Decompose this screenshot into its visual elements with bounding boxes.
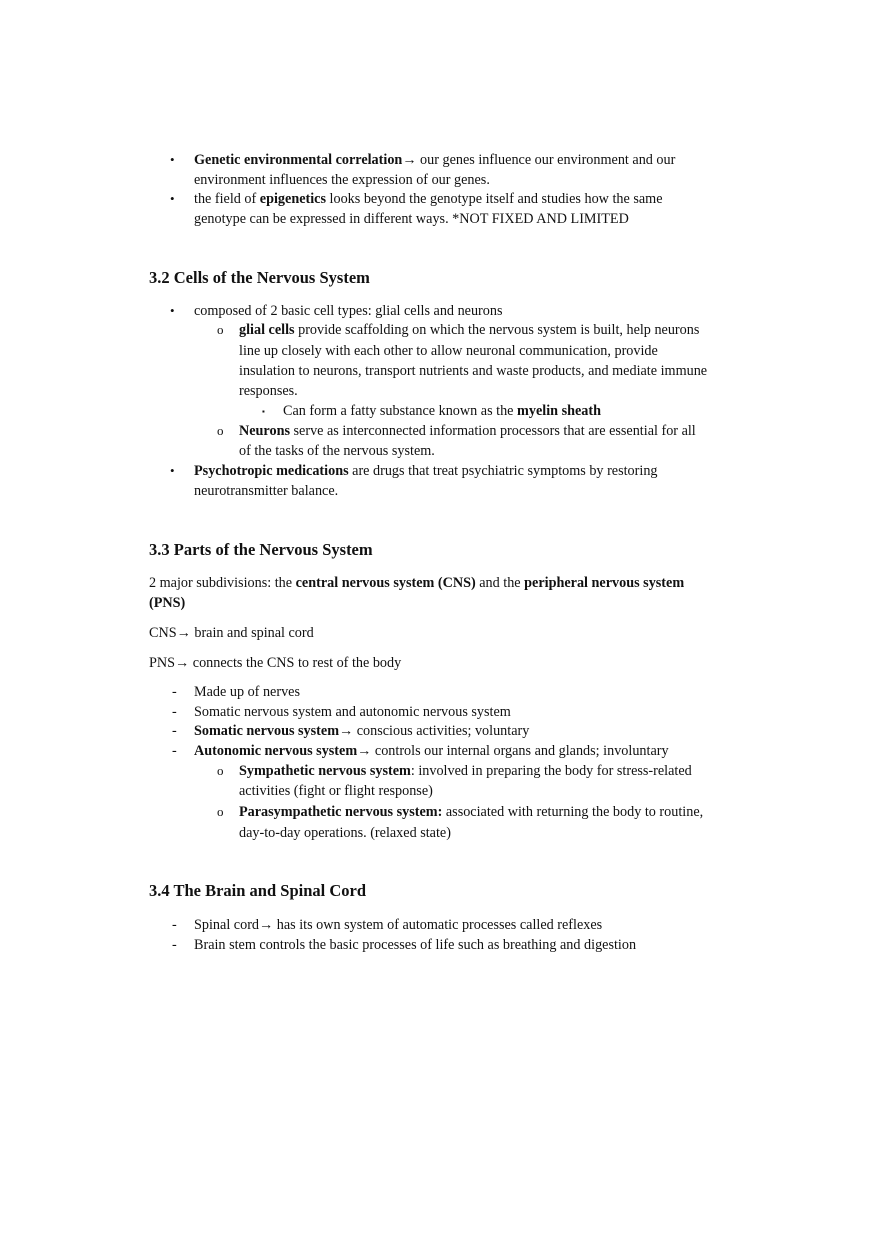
list-item: Made up of nerves (194, 684, 300, 700)
dash-marker: - (172, 704, 177, 720)
item-text: provide scaffolding on which the nervous system is built, help neurons (294, 322, 700, 338)
term-neurons: Neurons (239, 423, 290, 439)
dash-marker: - (172, 723, 177, 739)
arrow-icon: → (176, 625, 191, 641)
term-pns-abbrev: (PNS) (149, 595, 186, 611)
arrow-icon: → (402, 152, 417, 168)
paragraph (149, 573, 684, 593)
item-continuation: day-to-day operations. (relaxed state) (239, 825, 451, 841)
circle-marker: o (217, 804, 224, 819)
item-continuation: neurotransmitter balance. (194, 483, 339, 499)
term-autonomic: Autonomic nervous system (194, 743, 358, 759)
item-text: controls our internal organs and glands; involuntary (371, 743, 669, 759)
item-text: our genes influence our environment and our (416, 152, 676, 168)
list-item (283, 401, 601, 421)
list-item (239, 320, 699, 340)
item-text: and the (475, 575, 525, 591)
circle-marker: o (217, 322, 224, 337)
item-continuation: environment influences the expression of our genes. (194, 172, 490, 188)
term-pns: peripheral nervous system (524, 575, 685, 591)
item-continuation: line up closely with each other to allow neuronal communication, provide (239, 343, 658, 359)
term-parasympathetic: Parasympathetic nervous system: (239, 804, 443, 820)
item-text: CNS (149, 625, 177, 641)
item-text: looks beyond the genotype itself and studies how the same (326, 191, 663, 207)
list-item (239, 421, 696, 441)
item-text: are drugs that treat psychiatric symptoms by restoring (348, 463, 658, 479)
arrow-icon: → (259, 917, 274, 933)
list-item (194, 741, 669, 761)
item-text: the field of (194, 191, 260, 207)
bullet-marker: • (170, 152, 175, 167)
term-glial-cells: glial cells (239, 322, 295, 338)
square-marker: ▪ (262, 407, 265, 416)
list-item (194, 150, 675, 170)
term-cns: central nervous system (CNS) (295, 575, 476, 591)
item-text: serve as interconnected information processors that are essential for all (289, 423, 696, 439)
dash-marker: - (172, 743, 177, 759)
list-item (194, 721, 529, 741)
list-item (194, 189, 663, 209)
term-sympathetic: Sympathetic nervous system (239, 763, 411, 779)
list-item (194, 915, 602, 935)
section-heading-3-4: 3.4 The Brain and Spinal Cord (149, 881, 367, 900)
arrow-icon: → (175, 655, 190, 671)
item-continuation: genotype can be expressed in different ways. *NOT FIXED AND LIMITED (194, 211, 629, 227)
item-continuation: responses. (239, 383, 298, 399)
item-text: has its own system of automatic processes called reflexes (273, 917, 603, 933)
term-genetic-environmental-correlation: Genetic environmental correlation (194, 152, 403, 168)
item-continuation: of the tasks of the nervous system. (239, 443, 435, 459)
term-somatic: Somatic nervous system (194, 723, 340, 739)
dash-marker: - (172, 917, 177, 933)
item-text: connects the CNS to rest of the body (189, 655, 402, 671)
dash-marker: - (172, 684, 177, 700)
bullet-marker: • (170, 463, 175, 478)
arrow-icon: → (357, 743, 372, 759)
list-item (239, 761, 692, 781)
item-continuation: activities (fight or flight response) (239, 783, 433, 799)
paragraph (149, 653, 401, 673)
item-text: brain and spinal cord (190, 625, 314, 641)
section-heading-3-3: 3.3 Parts of the Nervous System (149, 540, 373, 559)
item-text: Spinal cord (194, 917, 260, 933)
item-text: Can form a fatty substance known as the (283, 403, 518, 419)
term-epigenetics: epigenetics (259, 191, 326, 207)
list-item (194, 461, 658, 481)
term-psychotropic-medications: Psychotropic medications (194, 463, 349, 479)
item-continuation: insulation to neurons, transport nutrients and waste products, and mediate immune (239, 363, 708, 379)
item-text: associated with returning the body to routine, (442, 804, 704, 820)
circle-marker: o (217, 423, 224, 438)
section-heading-3-2: 3.2 Cells of the Nervous System (149, 268, 370, 287)
arrow-icon: → (339, 723, 354, 739)
bullet-marker: • (170, 303, 175, 318)
circle-marker: o (217, 763, 224, 778)
bullet-marker: • (170, 191, 175, 206)
list-item: composed of 2 basic cell types: glial cells and neurons (194, 303, 503, 319)
dash-marker: - (172, 937, 177, 953)
item-text: : involved in preparing the body for stress-related (410, 763, 692, 779)
item-text: 2 major subdivisions: the (149, 575, 296, 591)
list-item: Brain stem controls the basic processes of life such as breathing and digestion (194, 937, 637, 953)
list-item: Somatic nervous system and autonomic nervous system (194, 704, 511, 720)
term-myelin-sheath: myelin sheath (517, 403, 601, 419)
paragraph (149, 623, 314, 643)
list-item (239, 802, 703, 822)
item-text: PNS (149, 655, 176, 671)
item-text: conscious activities; voluntary (353, 723, 530, 739)
